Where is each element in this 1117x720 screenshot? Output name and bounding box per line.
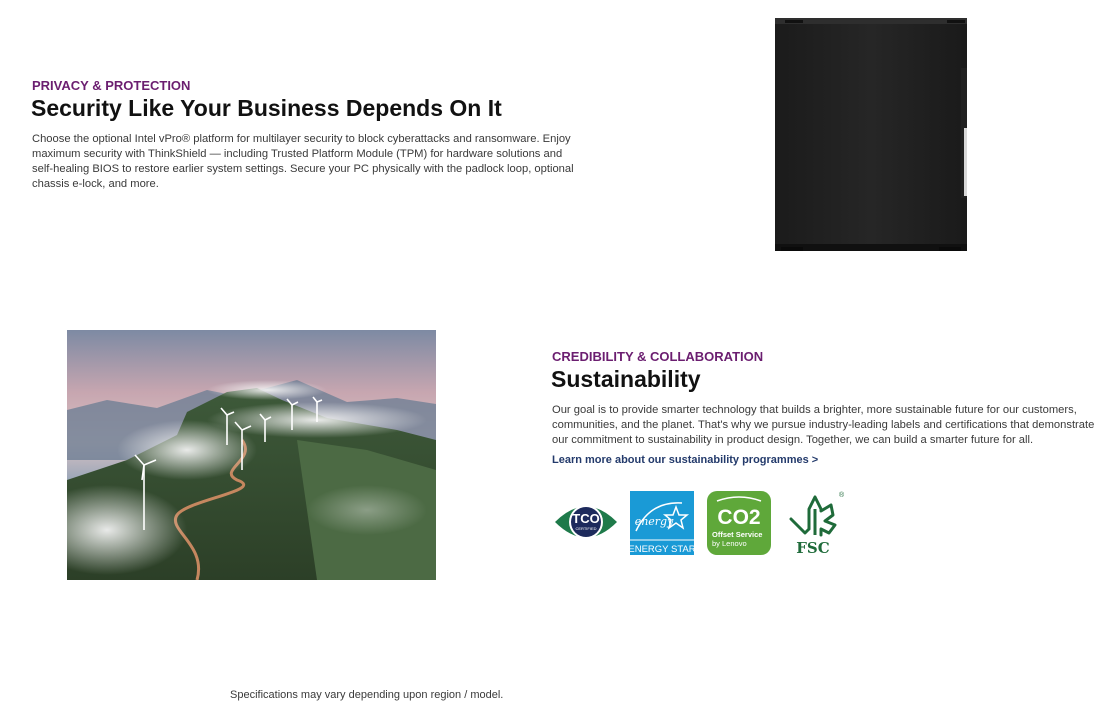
sustainability-programmes-link[interactable]: Learn more about our sustainability programmes >	[552, 454, 819, 466]
tco-certified-logo	[553, 497, 619, 552]
privacy-eyebrow: PRIVACY & PROTECTION	[32, 78, 191, 93]
sustainability-heading: Sustainability	[551, 366, 701, 392]
co2-offset-logo	[707, 491, 771, 560]
sustainability-body-text: Our goal is to provide smarter technology that builds a brighter, more sustainable future for our customers, communities, and the planet. That's why we pursue industry-leading labels and certifications that demonstrate our commitment to sustainability in product design. Together, we can build a smarter future for all.	[552, 404, 1095, 446]
fsc-text: FSC	[796, 539, 830, 557]
co2-line1-text: Offset Service	[712, 530, 763, 539]
privacy-heading: Security Like Your Business Depends On It	[31, 95, 502, 121]
co2-line2-text: by Lenovo	[712, 539, 747, 548]
fsc-logo	[785, 489, 845, 562]
co2-text: CO2	[717, 506, 761, 529]
tco-text: TCO	[572, 511, 600, 526]
specifications-footnote: Specifications may vary depending upon region / model.	[230, 689, 504, 701]
privacy-body-text: Choose the optional Intel vPro® platform for multilayer security to block cyberattacks and ransomware. Enjoy maximum security with ThinkShield — including Trusted Platform Module (TPM) for hardware solutions and self-healing BIOS to restore earlier system settings. Secure your PC physically with the padlock loop, optional chassis e-lock, and more.	[32, 133, 574, 190]
energy-star-text: ENERGY STAR	[630, 544, 694, 555]
fsc-registered-mark: ®	[839, 492, 845, 499]
sustainability-eyebrow: CREDIBILITY & COLLABORATION	[552, 349, 764, 364]
energy-star-logo	[630, 491, 694, 560]
tower-pc-image	[775, 18, 967, 251]
energy-script-text: energy	[634, 515, 674, 528]
tco-sub-text: CERTIFIED	[575, 526, 597, 531]
certification-logos	[553, 489, 853, 557]
wind-turbine-landscape-photo	[67, 330, 436, 580]
